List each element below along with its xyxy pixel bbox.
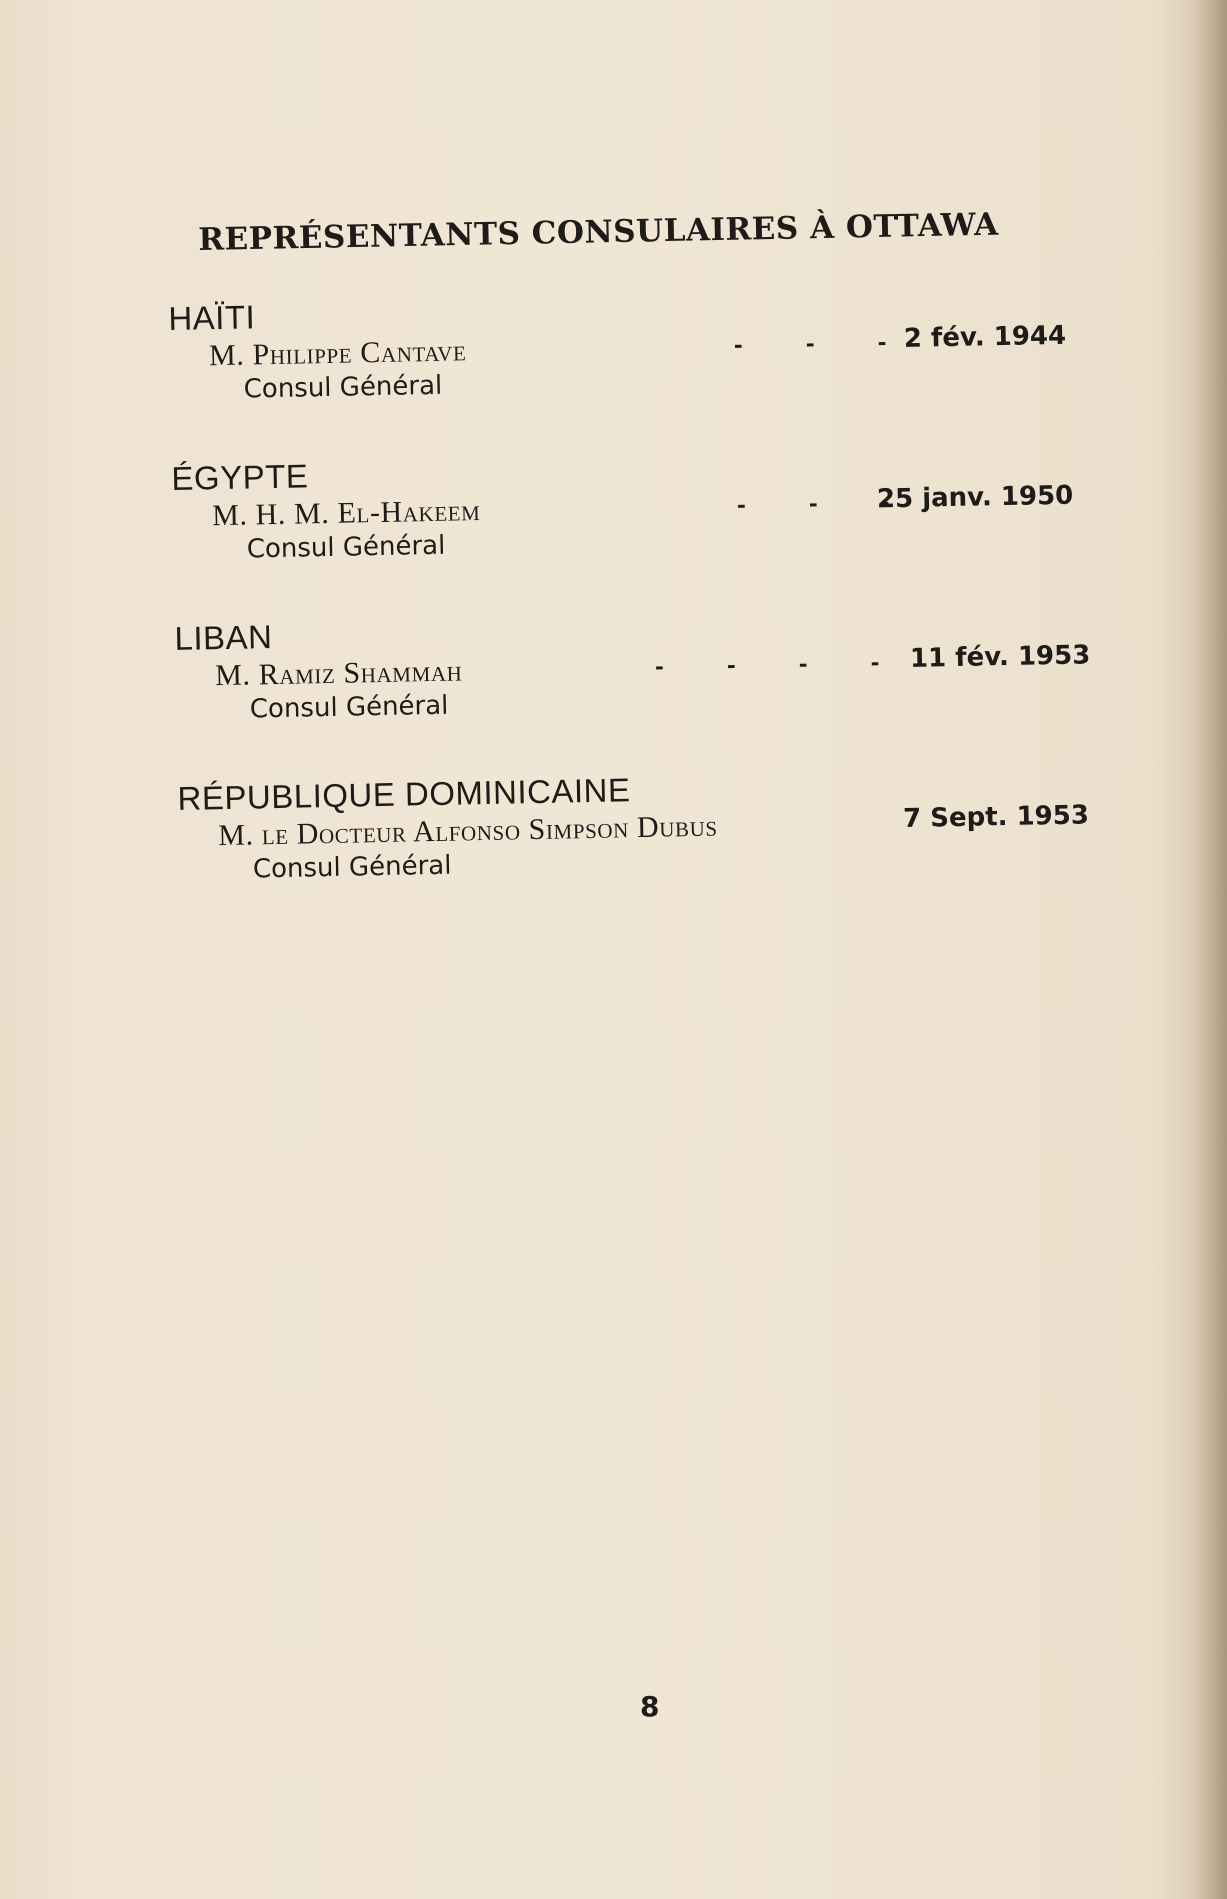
country-heading: ÉGYPTE (171, 457, 309, 497)
page-title: REPRÉSENTANTS CONSULAIRES À OTTAWA (198, 206, 999, 258)
representative-name: M. H. M. El-Hakeem (211, 494, 481, 533)
entry-liban (174, 602, 1097, 780)
appointment-date: 2 fév. 1944 (903, 320, 1067, 354)
leader-dashes: - - - (736, 485, 918, 520)
country-heading: LIBAN (174, 618, 273, 657)
country-heading: RÉPUBLIQUE DOMINICAINE (177, 771, 631, 817)
representative-title: Consul Général (246, 530, 446, 565)
country-heading: HAÏTI (168, 298, 256, 337)
consular-list (168, 282, 1100, 940)
appointment-date: 25 janv. 1950 (876, 480, 1074, 515)
appointment-date: 11 fév. 1953 (909, 640, 1091, 674)
page-number: 8 (640, 1690, 660, 1723)
representative-title: Consul Général (249, 690, 449, 725)
representative-name: M. Philippe Cantave (208, 334, 467, 373)
entry-haiti (168, 282, 1091, 460)
page-edge-shadow (1193, 0, 1227, 1899)
appointment-date: 7 Sept. 1953 (902, 800, 1090, 834)
leader-dashes: - - - - (654, 645, 908, 681)
representative-name: M. Ramiz Shammah (214, 654, 463, 693)
representative-title: Consul Général (252, 850, 452, 885)
representative-name: M. le Docteur Alfonso Simpson Dubus (217, 809, 718, 853)
entry-egypte (171, 442, 1094, 620)
entry-republique-dominicaine (177, 762, 1100, 940)
leader-dashes: - - - (733, 325, 915, 360)
representative-title: Consul Général (243, 370, 443, 405)
